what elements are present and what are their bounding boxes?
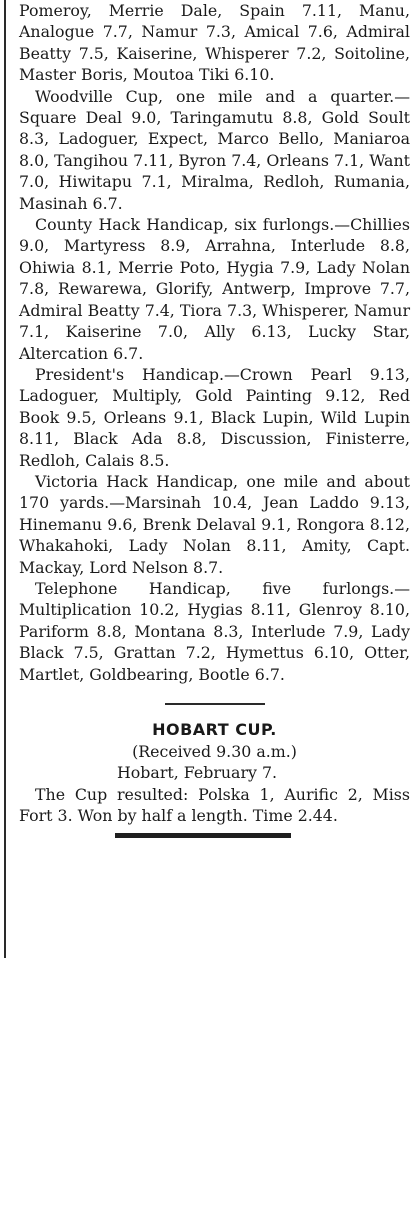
column-left-rule <box>4 0 6 958</box>
hobart-cup-result-paragraph: The Cup resulted: Polska 1, Aurific 2, Miss Fort 3. Won by half a length. Time 2.44. <box>19 784 410 826</box>
hobart-dateline: Hobart, February 7. <box>117 763 278 783</box>
end-of-article-rule <box>115 833 291 838</box>
victoria-hack-handicap-paragraph: Victoria Hack Handicap, one mile and about 170 yards.—Marsinah 10.4, Jean Laddo 9.13, Hinemanu 9.6, Brenk Delaval 9.1, Rongora 8.12, Whakahoki, Lady Nolan 8.11, Amity, Capt. Mackay, Lord Nelson 8.7. <box>19 471 410 577</box>
woodville-cup-paragraph: Woodville Cup, one mile and a quarter.—Square Deal 9.0, Taringamutu 8.8, Gold Soult 8.3, Ladoguer, Expect, Marco Bello, Maniaroa 8.0, Tangihou 7.11, Byron 7.4, Orleans 7.1, Want 7.0, Hiwitapu 7.1, Miralma, Redloh, Rumania, Masinah 6.7. <box>19 86 410 213</box>
acceptances-paragraph-1: Pomeroy, Merrie Dale, Spain 7.11, Manu, Analogue 7.7, Namur 7.3, Amical 7.6, Admiral Beatty 7.5, Kaiserine, Whisperer 7.2, Soitoline, Master Boris, Moutoa Tiki 6.10. <box>19 1 410 85</box>
county-hack-handicap-paragraph: County Hack Handicap, six furlongs.—Chillies 9.0, Martyress 8.9, Arrahna, Interlude 8.8, Ohiwia 8.1, Merrie Poto, Hygia 7.9, Lady Nolan 7.8, Rewarewa, Glorify, Antwerp, Improve 7.7, Admiral Beatty 7.4, Tiora 7.3, Whisperer, Namur 7.1, Kaiserine 7.0, Ally 6.13, Lucky Star, Altercation 6.7. <box>19 215 410 363</box>
received-time-line: (Received 9.30 a.m.) <box>132 742 297 761</box>
telephone-handicap-paragraph: Telephone Handicap, five furlongs.—Multiplication 10.2, Hygias 8.11, Glenroy 8.10, Pariform 8.8, Montana 8.3, Interlude 7.9, Lady Black 7.5, Grattan 7.2, Hymettus 6.10, Otter, Martlet, Goldbearing, Bootle 6.7. <box>19 578 410 684</box>
section-divider <box>165 703 265 705</box>
hobart-cup-heading: HOBART CUP. <box>152 720 277 739</box>
presidents-handicap-paragraph: President's Handicap.—Crown Pearl 9.13, Ladoguer, Multiply, Gold Painting 9.12, Red Book 9.5, Orleans 9.1, Black Lupin, Wild Lupin 8.11, Black Ada 8.8, Discussion, Finisterre, Redloh, Calais 8.5. <box>19 364 410 470</box>
